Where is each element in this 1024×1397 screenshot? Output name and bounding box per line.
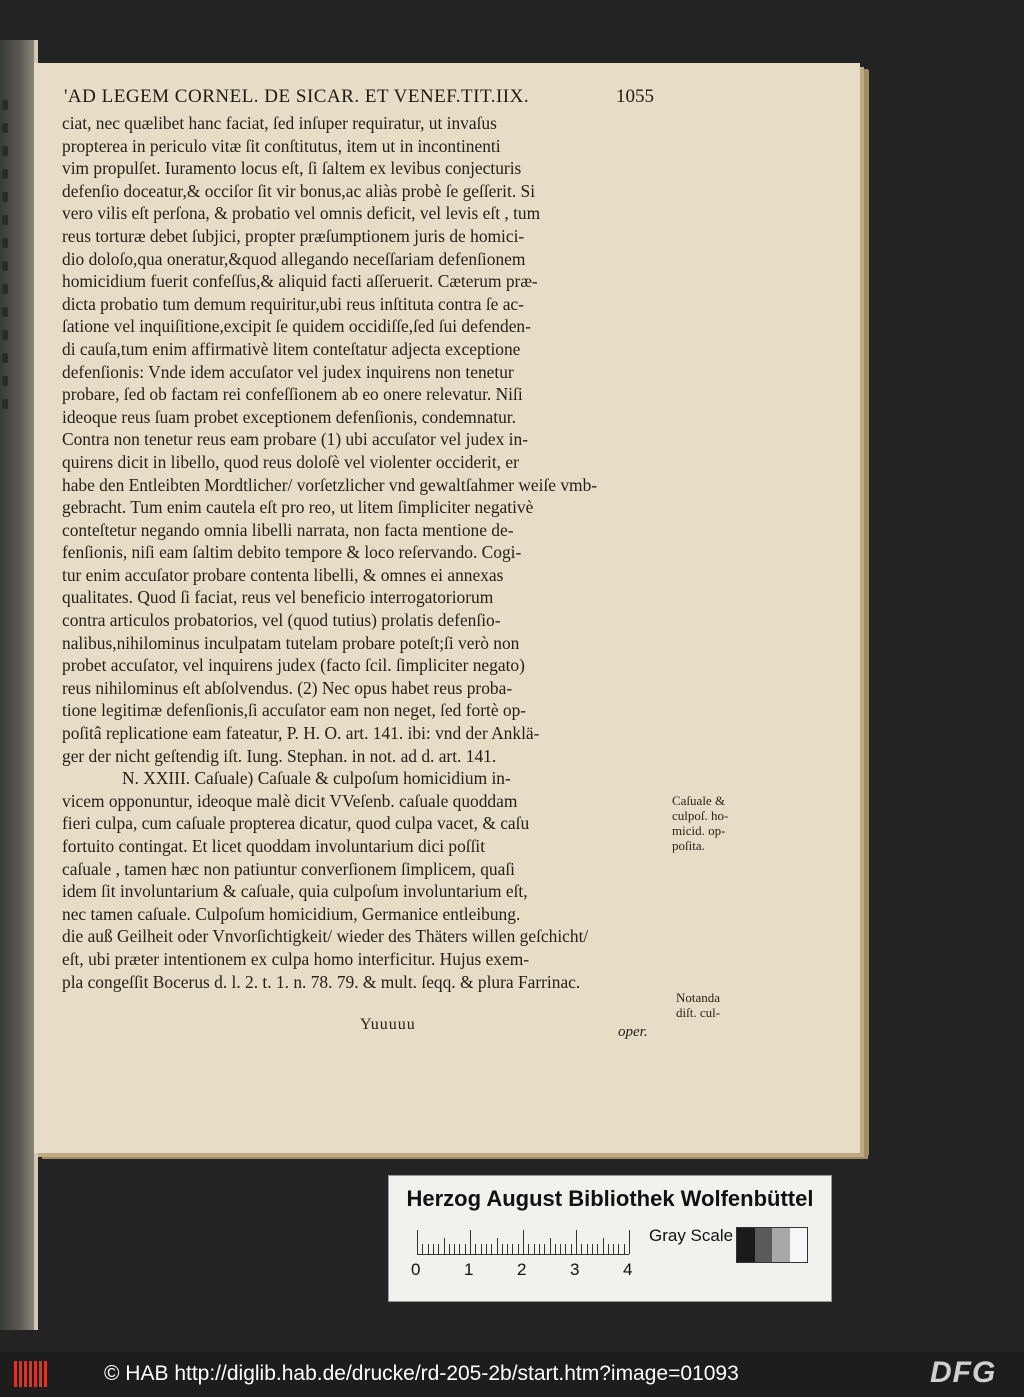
text-line: nec tamen caſuale. Culpoſum homicidium, Germanice entleibung. <box>62 903 521 924</box>
ruler-tick <box>518 1244 519 1254</box>
text-line: dio doloſo,qua oneratur,&quod allegando neceſſariam defenſionem <box>62 248 526 269</box>
logo-bar <box>44 1361 47 1387</box>
text-line: die auß Geilheit oder Vnvorſichtigkeit/ wieder des Thäters willen geſchicht/ <box>62 926 589 947</box>
text-line: fortuito contingat. Et licet quoddam involuntarium dici poſſit <box>62 836 486 856</box>
hab-logo-icon <box>14 1361 48 1387</box>
text-line: ideoque reus ſuam probet exceptionem defenſionis, condemnatur. <box>62 406 516 427</box>
color-target-card <box>388 1175 832 1302</box>
text-line: reus nihilominus eſt abſolvendus. (2) Nec opus habet reus proba- <box>62 677 513 698</box>
text-line: gebracht. Tum enim cautela eſt pro reo, ut litem ſimpliciter negativè <box>62 497 534 518</box>
text-line: habe den Entleibten Mordtlicher/ vorſetzlicher vnd gewaltſahmer weiſe vmb- <box>62 474 598 495</box>
ruler-tick <box>576 1230 577 1254</box>
logo-bar <box>34 1361 37 1387</box>
text-line: poſitâ replicatione eam fateatur, P. H. O. art. 141. ibi: vnd der Anklä- <box>62 723 540 744</box>
ruler-tick <box>486 1244 487 1254</box>
text-line: caſuale , tamen hæc non patiuntur converſionem ſimplicem, quaſi <box>62 858 515 879</box>
text-line: quirens dicit in libello, quod reus doloſè vel violenter occiderit, er <box>62 451 519 472</box>
ruler-number: 2 <box>517 1260 527 1279</box>
marginal-note-line: culpoſ. ho- <box>672 808 729 823</box>
signature-mark: Yuuuuu <box>360 1016 416 1033</box>
marginal-note-line: Notanda <box>676 990 721 1005</box>
ruler-tick <box>550 1238 551 1254</box>
target-title: Herzog August Bibliothek Wolfenbüttel <box>406 1186 814 1211</box>
ruler-tick <box>581 1244 582 1254</box>
ruler-tick <box>534 1244 535 1254</box>
binding-mark <box>2 238 8 248</box>
gray-swatch <box>772 1228 790 1262</box>
ruler-tick <box>459 1244 460 1254</box>
ruler-tick <box>465 1244 466 1254</box>
ruler-tick <box>539 1244 540 1254</box>
text-line: di cauſa,tum enim affirmativè litem conteſtatur adjecta exceptione <box>62 338 521 359</box>
ruler-numbers <box>411 1260 651 1280</box>
binding-mark <box>2 284 8 294</box>
footer-bar <box>0 1352 1024 1397</box>
catchword: oper. <box>618 1024 648 1040</box>
ruler-tick <box>592 1244 593 1254</box>
gray-swatch <box>755 1228 773 1262</box>
ruler-tick <box>597 1244 598 1254</box>
ruler-tick <box>603 1238 604 1254</box>
ruler-tick <box>438 1244 439 1254</box>
ruler-tick <box>528 1244 529 1254</box>
ruler-tick <box>555 1244 556 1254</box>
ruler-tick <box>470 1230 471 1254</box>
marginal-note-line: diſt. cul- <box>676 1005 721 1020</box>
ruler-tick <box>507 1244 508 1254</box>
binding-mark <box>2 353 8 363</box>
ruler-tick <box>449 1244 450 1254</box>
ruler-tick <box>608 1244 609 1254</box>
ruler-tick <box>618 1244 619 1254</box>
text-line: vicem opponuntur, ideoque malè dicit VVeſenb. caſuale quoddam <box>62 790 518 811</box>
text-line: N. XXIII. Caſuale) Caſuale & culpoſum homicidium in- <box>122 768 511 789</box>
gray-scale-swatches <box>736 1227 808 1263</box>
text-line: probare, ſed ob factam rei confeſſionem ab eo onere relevatur. Niſi <box>62 384 523 405</box>
ruler-tick <box>428 1244 429 1254</box>
text-line: defenſio doceatur,& occiſor ſit vir bonus,ac aliàs probè ſe geſſerit. Si <box>62 180 536 201</box>
text-line: ſatione vel inquiſitione,excipit ſe quidem occidiſſe,ſed ſui defenden- <box>62 316 531 337</box>
binding-mark <box>2 215 8 225</box>
text-line: dicta probatio tum demum requiritur,ubi reus inſtituta contra ſe ac- <box>62 293 524 314</box>
ruler-tick <box>433 1244 434 1254</box>
ruler-tick <box>523 1230 524 1254</box>
logo-bar <box>24 1361 27 1387</box>
gray-swatch <box>790 1228 808 1262</box>
binding-mark <box>2 123 8 133</box>
ruler-scale <box>417 1228 629 1255</box>
ruler-tick <box>512 1244 513 1254</box>
ruler-tick <box>417 1230 418 1254</box>
ruler-tick <box>444 1238 445 1254</box>
text-line: probet accuſator, vel inquirens judex (facto ſcil. ſimpliciter negato) <box>62 655 525 676</box>
binding-mark <box>2 376 8 386</box>
text-line: defenſionis: Vnde idem accuſator vel judex inquirens non tenetur <box>62 361 514 382</box>
marginal-note-line: Caſuale & <box>672 793 726 808</box>
text-line: homicidium fuerit confeſſus,& aliquid facti aſſeruerit. Cæterum præ- <box>62 271 538 292</box>
text-line: fieri culpa, cum caſuale propterea dicatur, quod culpa vacet, & caſu <box>62 813 530 834</box>
dfg-logo: DFG <box>930 1356 997 1389</box>
ruler-tick <box>560 1244 561 1254</box>
ruler-number: 0 <box>411 1260 421 1279</box>
logo-bar <box>14 1361 17 1387</box>
ruler-tick <box>587 1244 588 1254</box>
binding-mark <box>2 399 8 409</box>
ruler-number: 1 <box>464 1260 474 1279</box>
text-line: qualitates. Quod ſi faciat, reus vel beneficio interrogatoriorum <box>62 587 494 608</box>
text-line: reus torturæ debet ſubjici, propter præſumptionem juris de homici- <box>62 225 525 246</box>
ruler-tick <box>481 1244 482 1254</box>
text-line: tione legitimæ defenſionis,ſi accuſator eam non neget, ſed fortè op- <box>62 700 527 721</box>
text-line: ciat, nec quælibet hanc faciat, ſed inſuper requiratur, ut invaſus <box>62 113 497 133</box>
text-line: propterea in periculo vitæ ſit conſtitutus, item ut in incontinenti <box>62 135 501 156</box>
logo-bar <box>19 1361 22 1387</box>
text-line: idem ſit involuntarium & caſuale, quia culpoſum involuntarium eſt, <box>62 881 528 902</box>
text-line: conteſtetur negando omnia libelli narrata, non facta mentione de- <box>62 519 514 540</box>
ruler-tick <box>454 1244 455 1254</box>
ruler-tick <box>502 1244 503 1254</box>
text-line: pla congeſſit Bocerus d. l. 2. t. 1. n. 78. 79. & mult. ſeqq. & plura Farrinac. <box>62 971 581 992</box>
text-line: ger der nicht geſtendig iſt. Iung. Stephan. in not. ad d. art. 141. <box>62 745 497 766</box>
left-binding-sliver <box>0 40 34 1330</box>
text-line: tur enim accuſator probare contenta libelli, & omnes ei annexas <box>62 564 504 585</box>
binding-mark <box>2 307 8 317</box>
logo-bar <box>39 1361 42 1387</box>
binding-mark <box>2 261 8 271</box>
page-number: 1055 <box>616 86 654 107</box>
ruler-tick <box>624 1244 625 1254</box>
ruler-tick <box>497 1238 498 1254</box>
text-line: vero vilis eſt perſona, & probatio vel omnis deficit, vel levis eſt , tum <box>62 203 541 224</box>
ruler-tick <box>491 1244 492 1254</box>
ruler-number: 4 <box>623 1260 633 1279</box>
binding-mark <box>2 192 8 202</box>
ruler-tick <box>475 1244 476 1254</box>
ruler-tick <box>422 1244 423 1254</box>
ruler-tick <box>565 1244 566 1254</box>
text-line: nalibus,nihilominus inculpatam tutelam probare poteſt;ſi verò non <box>62 632 520 653</box>
text-line: eſt, ubi præter intentionem ex culpa homo interficitur. Hujus exem- <box>62 948 530 969</box>
ruler-tick <box>571 1244 572 1254</box>
footer-credit: © HAB http://diglib.hab.de/drucke/rd-205-2b/start.htm?image=01093 <box>104 1362 739 1385</box>
marginal-note-casuale <box>672 793 758 853</box>
binding-mark <box>2 146 8 156</box>
text-line: Contra non tenetur reus eam probare (1) ubi accuſator vel judex in- <box>62 429 528 450</box>
text-line: contra articulos probatorios, vel (quod tutius) prolatis defenſio- <box>62 610 501 631</box>
body-text <box>62 112 666 993</box>
ruler-tick <box>629 1230 630 1254</box>
text-line: vim propulſet. Iuramento locus eſt, ſi ſaltem ex levibus conjecturis <box>62 158 522 179</box>
gray-swatch <box>737 1228 755 1262</box>
binding-mark <box>2 100 8 110</box>
ruler-number: 3 <box>570 1260 580 1279</box>
ruler-tick <box>544 1244 545 1254</box>
text-line: fenſionis, niſi eam ſaltim debito tempore & loco reſervando. Cogi- <box>62 542 522 563</box>
logo-bar <box>29 1361 32 1387</box>
ruler-tick <box>613 1244 614 1254</box>
gray-scale-label: Gray Scale <box>649 1226 734 1245</box>
binding-mark <box>2 330 8 340</box>
binding-mark <box>2 169 8 179</box>
marginal-note-notanda <box>676 990 762 1020</box>
marginal-note-line: poſita. <box>672 838 705 853</box>
running-head: 'AD LEGEM CORNEL. DE SICAR. ET VENEF.TIT.IIX. <box>64 86 530 107</box>
marginal-note-line: micid. op- <box>672 823 726 838</box>
